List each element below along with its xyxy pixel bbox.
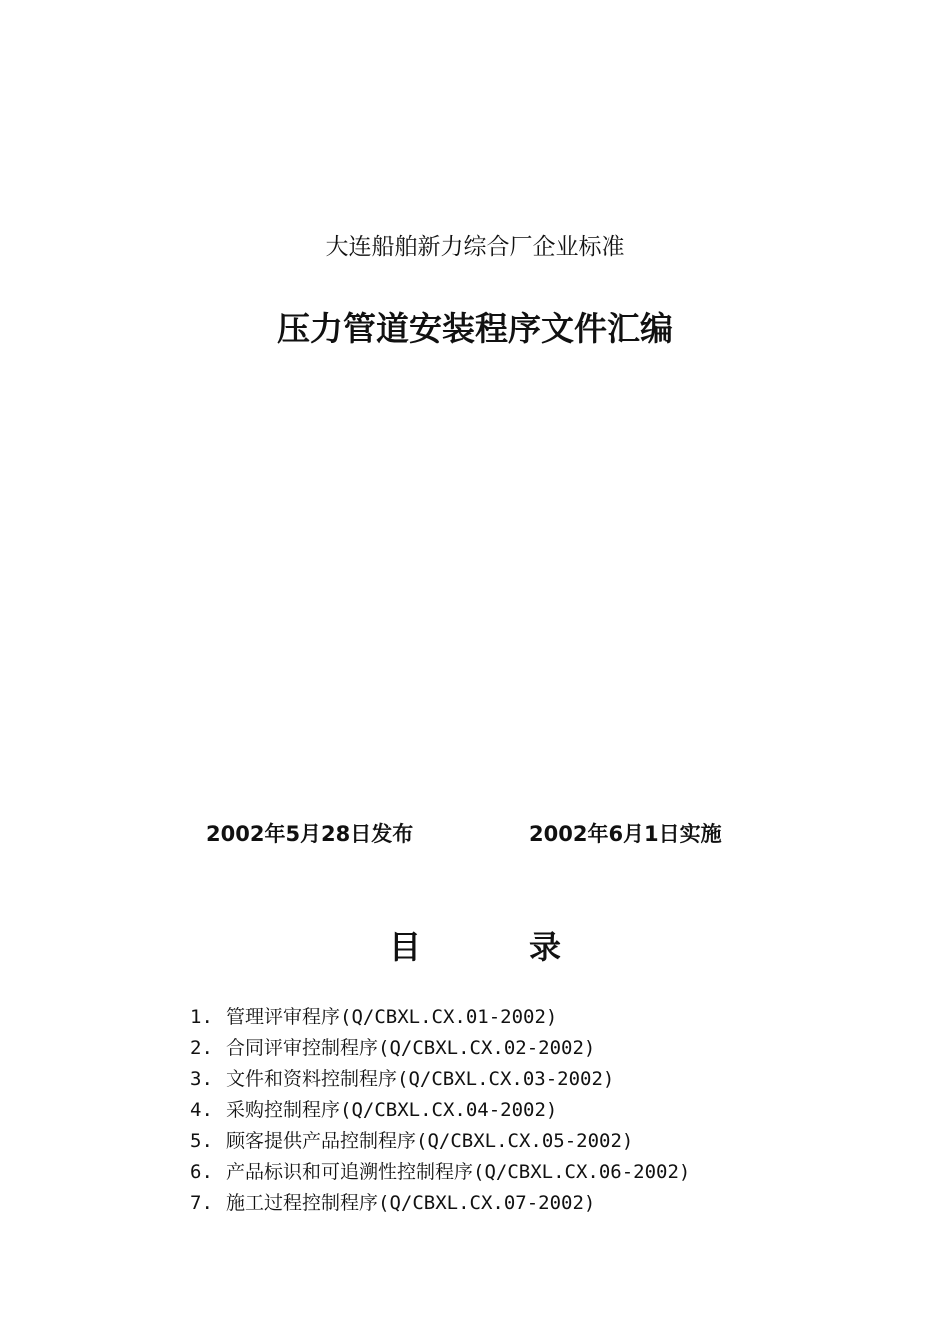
effective-date: 2002年6月1日实施 (529, 822, 722, 846)
toc-item-2 (190, 1033, 690, 1064)
toc-item-number: 2. (190, 1037, 213, 1059)
toc-item-1 (190, 1002, 690, 1033)
toc-item-number: 4. (190, 1099, 213, 1121)
toc-item-number: 6. (190, 1161, 213, 1183)
toc-item-text: 产品标识和可追溯性控制程序(Q/CBXL.CX.06-2002) (226, 1161, 691, 1183)
toc-item-text: 施工过程控制程序(Q/CBXL.CX.07-2002) (226, 1192, 596, 1214)
toc-item-4 (190, 1095, 690, 1126)
toc-item-text: 合同评审控制程序(Q/CBXL.CX.02-2002) (226, 1037, 596, 1059)
toc-item-number: 5. (190, 1130, 213, 1152)
toc-item-text: 采购控制程序(Q/CBXL.CX.04-2002) (226, 1099, 558, 1121)
toc-item-7 (190, 1188, 690, 1219)
publish-date: 2002年5月28日发布 (206, 822, 414, 846)
toc-item-number: 1. (190, 1006, 213, 1028)
toc-item-5 (190, 1126, 690, 1157)
toc-heading-char-1: 目 (389, 928, 422, 966)
toc-item-text: 管理评审程序(Q/CBXL.CX.01-2002) (226, 1006, 558, 1028)
toc-item-3 (190, 1064, 690, 1095)
toc-heading-char-2: 录 (529, 928, 562, 966)
toc-item-number: 7. (190, 1192, 213, 1214)
dates-row (0, 818, 950, 848)
toc-item-text: 文件和资料控制程序(Q/CBXL.CX.03-2002) (226, 1068, 615, 1090)
toc-item-6 (190, 1157, 690, 1188)
toc-list (190, 1002, 690, 1219)
toc-item-number: 3. (190, 1068, 213, 1090)
toc-heading (0, 922, 950, 966)
organization-standard-line: 大连船舶新力综合厂企业标准 (325, 234, 625, 260)
document-title: 压力管道安装程序文件汇编 (277, 309, 673, 348)
toc-item-text: 顾客提供产品控制程序(Q/CBXL.CX.05-2002) (226, 1130, 634, 1152)
